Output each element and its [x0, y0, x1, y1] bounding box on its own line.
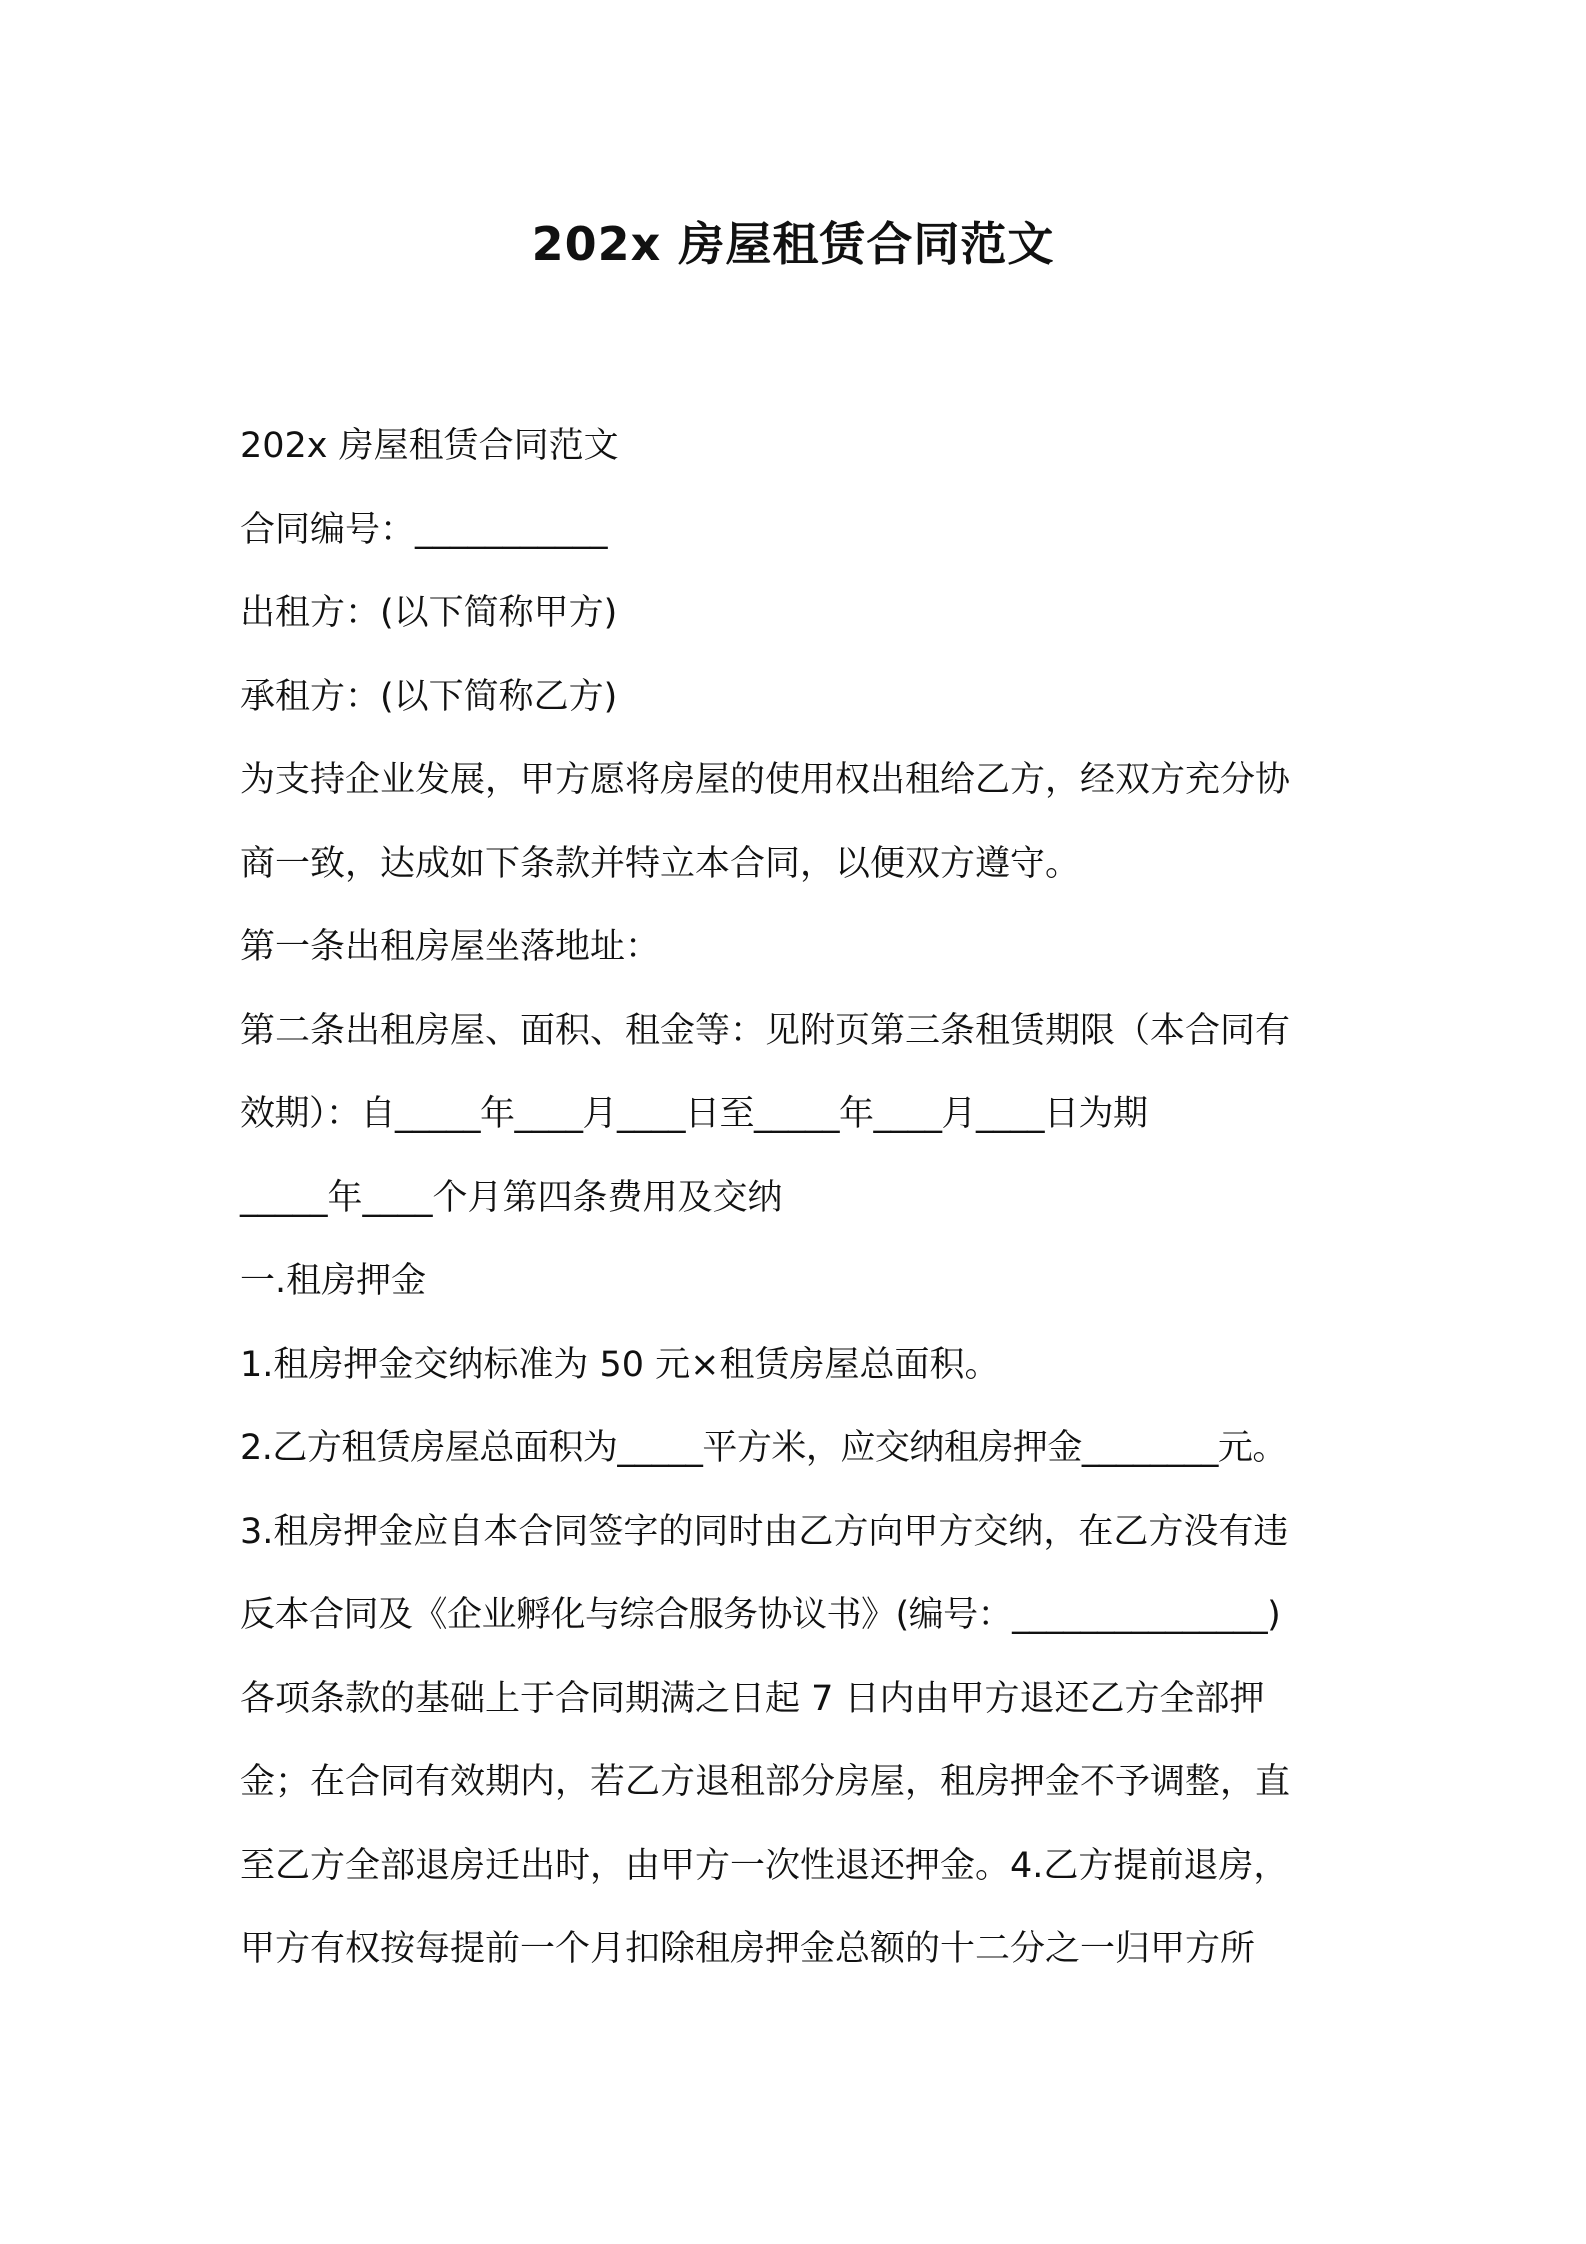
- subtitle-line: 202x 房屋租赁合同范文: [240, 426, 619, 466]
- section-deposit-heading: 一.租房押金: [240, 1261, 427, 1301]
- deposit-item-1: 1.租房押金交纳标准为 50 元×租赁房屋总面积。: [240, 1344, 1000, 1385]
- deposit-item-2: 2.乙方租赁房屋总面积为_____平方米，应交纳租房押金________元。: [240, 1428, 1287, 1468]
- deposit-item-4-line: 甲方有权按每提前一个月扣除租房押金总额的十二分之一归甲方所: [240, 1929, 1256, 1969]
- article-2-line-2: 效期）：自_____年____月____日至_____年____月____日为期: [240, 1094, 1148, 1134]
- document-body: [240, 405, 1370, 1992]
- article-1-line: 第一条出租房屋坐落地址：: [240, 927, 661, 967]
- preamble-line-2: 商一致，达成如下条款并特立本合同，以便双方遵守。: [240, 843, 1081, 884]
- lessor-line: 出租方：(以下简称甲方): [240, 593, 618, 633]
- deposit-item-3-line-5: 至乙方全部退房迁出时，由甲方一次性退还押金。4.乙方提前退房，: [240, 1845, 1289, 1886]
- article-2-line-1: 第二条出租房屋、面积、租金等：见附页第三条租赁期限（本合同有: [240, 1010, 1291, 1051]
- deposit-item-3-line-1: 3.租房押金应自本合同签字的同时由乙方向甲方交纳，在乙方没有违: [240, 1511, 1289, 1552]
- preamble-line-1: 为支持企业发展，甲方愿将房屋的使用权出租给乙方，经双方充分协: [240, 760, 1291, 800]
- contract-number-line: 合同编号：___________: [240, 509, 608, 550]
- deposit-item-3-line-3: 各项条款的基础上于合同期满之日起 7 日内由甲方退还乙方全部押: [240, 1678, 1265, 1719]
- document-title: 202x 房屋租赁合同范文: [531, 217, 1055, 271]
- deposit-item-3-line-2: 反本合同及《企业孵化与综合服务协议书》(编号：_______________): [240, 1595, 1281, 1635]
- article-2-line-3: _____年____个月第四条费用及交纳: [240, 1177, 783, 1218]
- lessee-line: 承租方：(以下简称乙方): [240, 676, 618, 717]
- deposit-item-3-line-4: 金；在合同有效期内，若乙方退租部分房屋，租房押金不予调整，直: [240, 1762, 1291, 1802]
